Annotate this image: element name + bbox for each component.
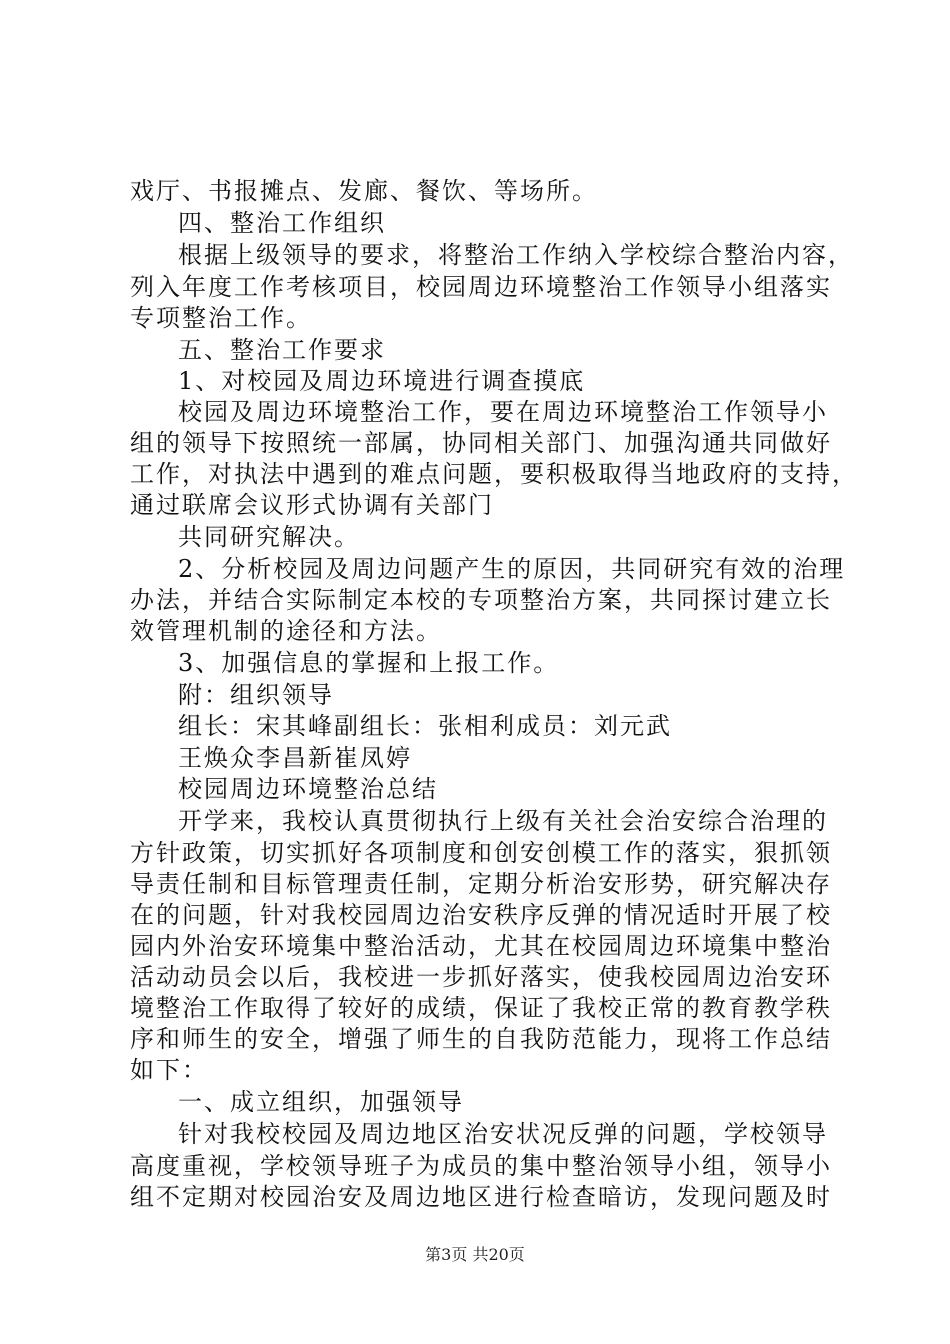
text-line: 导责任制和目标管理责任制，定期分析治安形势，研究解决存	[130, 870, 832, 898]
text-line: 效管理机制的途径和方法。	[130, 617, 442, 645]
subsection-heading: 1、对校园及周边环境进行调查摸底	[178, 367, 586, 395]
text-line: 王焕众李昌新崔凤婷	[178, 744, 412, 772]
text-line: 根据上级领导的要求，将整治工作纳入学校综合整治内容，	[178, 241, 854, 269]
text-line: 校园及周边环境整治工作，要在周边环境整治工作领导小	[178, 398, 828, 426]
text-line: 戏厅、书报摊点、发廊、餐饮、等场所。	[130, 177, 598, 205]
text-line: 共同研究解决。	[178, 523, 360, 551]
section-heading: 四、整治工作组织	[178, 209, 386, 237]
text-line: 组不定期对校园治安及周边地区进行检查暗访，发现问题及时	[130, 1183, 832, 1211]
text-line: 组的领导下按照统一部属，协同相关部门、加强沟通共同做好	[130, 429, 832, 457]
text-line: 针对我校校园及周边地区治安状况反弹的问题，学校领导	[178, 1120, 828, 1148]
text-line: 高度重视，学校领导班子为成员的集中整治领导小组，领导小	[130, 1152, 832, 1180]
text-line: 办法，并结合实际制定本校的专项整治方案，共同探讨建立长	[130, 586, 832, 614]
page-number-footer: 第3页 共20页	[425, 1245, 525, 1264]
text-line: 通过联席会议形式协调有关部门	[130, 491, 494, 519]
appendix-heading: 附：组织领导	[178, 681, 334, 709]
text-line: 境整治工作取得了较好的成绩，保证了我校正常的教育教学秩	[130, 994, 832, 1022]
text-line: 列入年度工作考核项目，校园周边环境整治工作领导小组落实	[130, 273, 832, 301]
text-line: 序和师生的安全，增强了师生的自我防范能力，现将工作总结	[130, 1025, 832, 1053]
text-line: 如下：	[130, 1056, 208, 1084]
text-line: 方针政策，切实抓好各项制度和创安创模工作的落实，狠抓领	[130, 839, 832, 867]
text-line: 在的问题，针对我校园周边治安秩序反弹的情况适时开展了校	[130, 901, 832, 929]
text-line: 专项整治工作。	[130, 304, 312, 332]
text-line: 活动动员会以后，我校进一步抓好落实，使我校园周边治安环	[130, 963, 832, 991]
text-line: 开学来，我校认真贯彻执行上级有关社会治安综合治理的	[178, 807, 828, 835]
subsection-heading: 2、分析校园及周边问题产生的原因，共同研究有效的治理	[178, 555, 846, 583]
section-heading: 一、成立组织，加强领导	[178, 1088, 464, 1116]
document-title: 校园周边环境整治总结	[178, 775, 438, 803]
text-line: 组长：宋其峰副组长：张相利成员：刘元武	[178, 712, 672, 740]
text-line: 工作，对执法中遇到的难点问题，要积极取得当地政府的支持，	[130, 460, 858, 488]
text-line: 园内外治安环境集中整治活动，尤其在校园周边环境集中整治	[130, 932, 832, 960]
section-heading: 五、整治工作要求	[178, 336, 386, 364]
subsection-heading: 3、加强信息的掌握和上报工作。	[178, 649, 560, 677]
